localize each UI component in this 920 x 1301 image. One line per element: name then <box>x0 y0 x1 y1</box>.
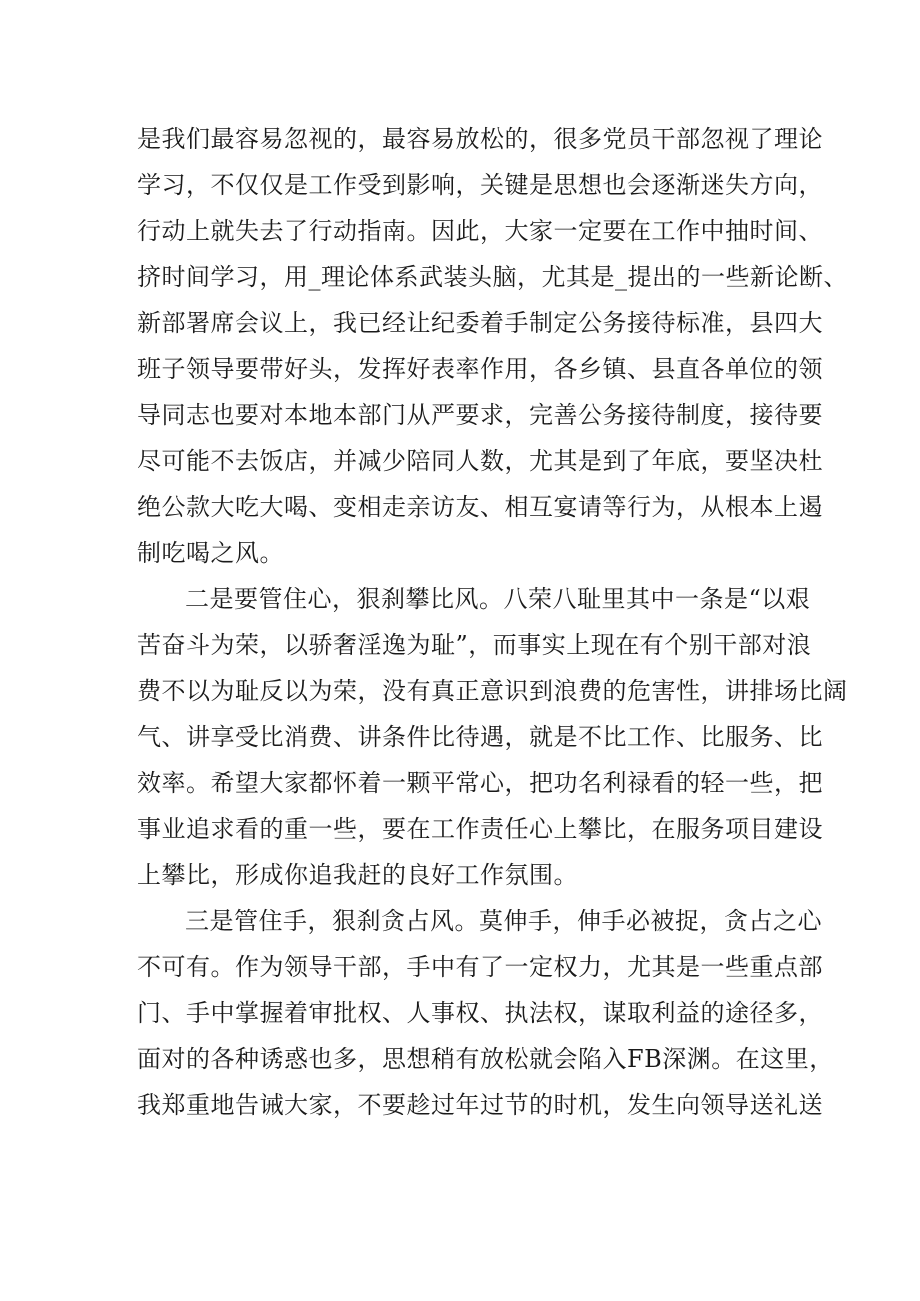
text-line: 门、手中掌握着审批权、人事权、执法权，谋取利益的途径多， <box>137 999 823 1027</box>
text-line: 费不以为耻反以为荣，没有真正意识到浪费的危害性，讲排场比阔 <box>137 677 848 705</box>
text-line: 苦奋斗为荣，以骄奢淫逸为耻”，而事实上现在有个别干部对浪 <box>137 631 812 659</box>
text-line: 不可有。作为领导干部，手中有了一定权力，尤其是一些重点部 <box>137 953 823 981</box>
text-line: 导同志也要对本地本部门从严要求，完善公务接待制度，接待要 <box>137 401 823 429</box>
text-line: 面对的各种诱惑也多，思想稍有放松就会陷入FB深渊。在这里， <box>137 1045 834 1073</box>
text-line: 绝公款大吃大喝、变相走亲访友、相互宴请等行为，从根本上遏 <box>137 493 823 521</box>
text-line: 班子领导要带好头，发挥好表率作用，各乡镇、县直各单位的领 <box>137 355 823 383</box>
text-line: 行动上就失去了行动指南。因此，大家一定要在工作中抽时间、 <box>137 217 823 245</box>
text-line: 学习，不仅仅是工作受到影响，关键是思想也会逐渐迷失方向， <box>137 171 823 199</box>
text-line: 我郑重地告诫大家，不要趁过年过节的时机，发生向领导送礼送 <box>137 1091 823 1119</box>
text-line: 制吃喝之风。 <box>137 539 284 567</box>
paragraph-start-line: 三是管住手，狠刹贪占风。莫伸手，伸手必被捉，贪占之心 <box>185 907 822 935</box>
body-text <box>137 116 848 1128</box>
text-line: 效率。希望大家都怀着一颗平常心，把功名利禄看的轻一些，把 <box>137 769 823 797</box>
text-line: 尽可能不去饭店，并减少陪同人数，尤其是到了年底，要坚决杜 <box>137 447 823 475</box>
paragraph-start-line: 二是要管住心，狠刹攀比风。八荣八耻里其中一条是“以艰 <box>185 585 811 613</box>
text-line: 挤时间学习，用_理论体系武装头脑，尤其是_提出的一些新论断、 <box>137 263 848 291</box>
text-line: 气、讲享受比消费、讲条件比待遇，就是不比工作、比服务、比 <box>137 723 823 751</box>
text-line: 新部署席会议上，我已经让纪委着手制定公务接待标准，县四大 <box>137 309 823 337</box>
text-line: 事业追求看的重一些，要在工作责任心上攀比，在服务项目建设 <box>137 815 823 843</box>
text-line: 是我们最容易忽视的，最容易放松的，很多党员干部忽视了理论 <box>137 125 823 153</box>
text-line: 上攀比，形成你追我赶的良好工作氛围。 <box>137 861 578 889</box>
